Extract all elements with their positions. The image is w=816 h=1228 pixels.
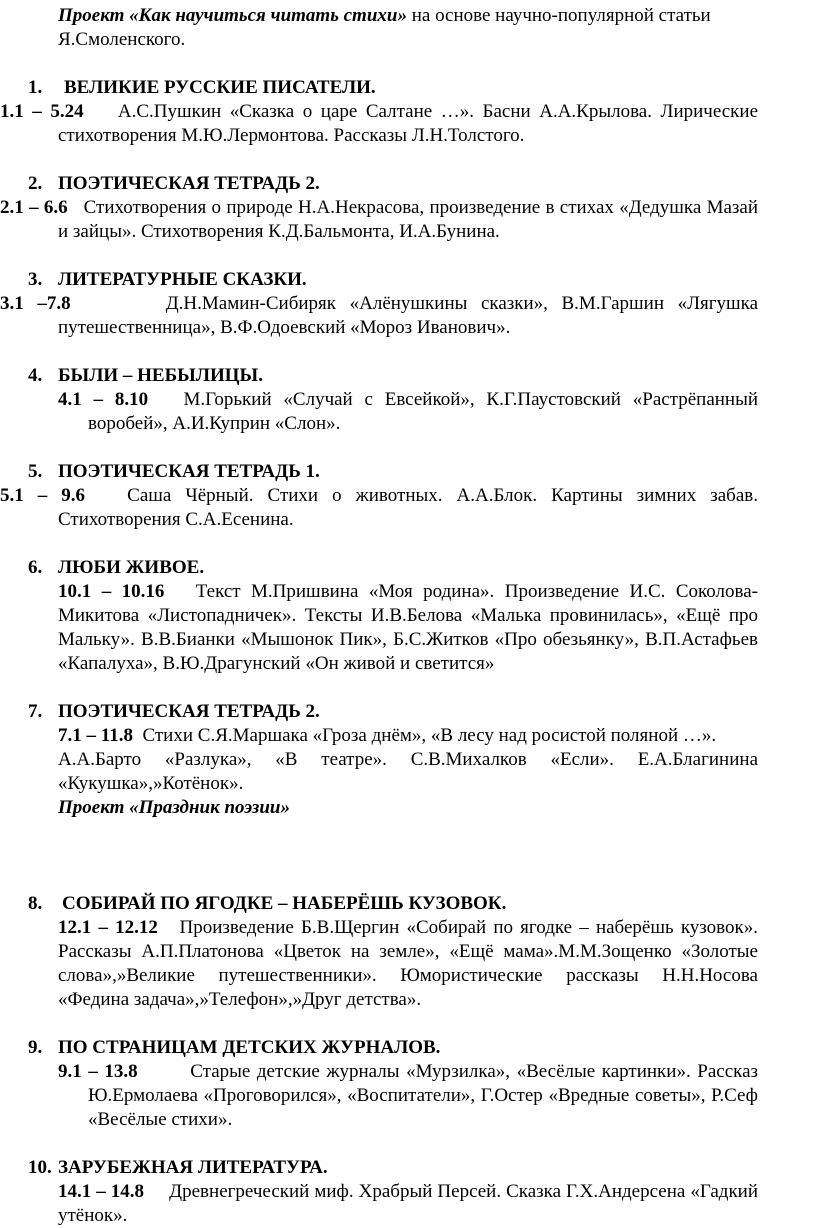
lesson-text: Стихи С.Я.Маршака «Гроза днём», «В лесу над росистой поляной …». — [142, 725, 717, 746]
section-title: ПОЭТИЧЕСКАЯ ТЕТРАДЬ 1. — [58, 461, 320, 482]
section-heading — [0, 1036, 816, 1060]
section-7 — [0, 700, 816, 820]
section-1 — [0, 76, 816, 148]
section-10 — [0, 1156, 816, 1228]
section-title: ЗАРУБЕЖНАЯ ЛИТЕРАТУРА. — [58, 1157, 328, 1178]
section-project-title: Проект «Праздник поэзии» — [58, 797, 290, 818]
section-5 — [0, 460, 816, 532]
section-2 — [0, 172, 816, 244]
section-title: ЛИТЕРАТУРНЫЕ СКАЗКИ. — [58, 269, 307, 290]
section-entry — [0, 724, 758, 748]
section-number: 5. — [28, 461, 43, 482]
lesson-text: Текст М.Пришвина «Моя родина». Произведение И.С. Соколова-Микитова «Листопадничек». Тексты И.В.Белова «Малька провинилась», «Ещё про Мальку». В.В.Бианки «Мышонок Пик», Б.С.Житков «Про обезьянку», В.П.Астафьев «Капалуха», В.Ю.Драгунский «Он живой и светится» — [58, 581, 758, 674]
section-heading — [0, 172, 816, 196]
section-title: СОБИРАЙ ПО ЯГОДКЕ – НАБЕРЁШЬ КУЗОВОК. — [62, 893, 507, 914]
section-entry — [0, 388, 758, 436]
section-heading — [0, 76, 816, 100]
section-6 — [0, 556, 816, 676]
section-9 — [0, 1036, 816, 1132]
section-heading — [0, 364, 816, 388]
lesson-range: 14.1 – 14.8 — [58, 1181, 145, 1202]
section-heading — [0, 1156, 816, 1180]
section-number: 9. — [28, 1037, 43, 1058]
section-entry — [0, 1060, 758, 1132]
section-heading — [0, 892, 816, 916]
section-title: ПОЭТИЧЕСКАЯ ТЕТРАДЬ 2. — [58, 173, 320, 194]
section-entry-continued: А.А.Барто «Разлука», «В театре». С.В.Михалков «Если». Е.А.Благинина «Кукушка»,»Котёнок». — [58, 749, 758, 794]
intro-text-line2: Я.Смоленского. — [58, 29, 186, 50]
lesson-range: 10.1 – 10.16 — [58, 581, 165, 602]
section-number: 2. — [28, 173, 43, 194]
section-heading — [0, 700, 816, 724]
lesson-range: 7.1 – 11.8 — [58, 725, 133, 746]
section-entry — [0, 100, 758, 148]
section-entry — [0, 484, 758, 532]
section-title: ВЕЛИКИЕ РУССКИЕ ПИСАТЕЛИ. — [64, 77, 376, 98]
section-number: 4. — [28, 365, 43, 386]
intro-project-title: Проект «Как научиться читать стихи» — [58, 5, 407, 26]
lesson-range: 9.1 – 13.8 — [58, 1061, 138, 1082]
intro-paragraph — [58, 4, 816, 52]
lesson-range: 12.1 – 12.12 — [58, 917, 158, 938]
lesson-range: 1.1 – 5.24 — [0, 101, 84, 122]
lesson-text: Древнегреческий миф. Храбрый Персей. Сказка Г.Х.Андерсена «Гадкий утёнок». — [58, 1181, 759, 1226]
section-8 — [0, 892, 816, 1012]
lesson-range: 5.1 – 9.6 — [0, 485, 86, 506]
lesson-range: 4.1 – 8.10 — [58, 389, 149, 410]
section-heading — [0, 460, 816, 484]
section-entry — [0, 196, 758, 244]
section-title: ПОЭТИЧЕСКАЯ ТЕТРАДЬ 2. — [58, 701, 320, 722]
intro-text: на основе научно-популярной статьи — [406, 5, 711, 26]
section-number: 6. — [28, 557, 43, 578]
lesson-range: 2.1 – 6.6 — [0, 197, 68, 218]
lesson-text: Произведение Б.В.Щергин «Собирай по ягодке – наберёшь кузовок». Рассказы А.П.Платонова «Цветок на земле», «Ещё мама».М.М.Зощенко «Золотые слова»,»Великие путешественники». Юмористические рассказы Н.Н.Носова «Федина задача»,»Телефон»,»Друг детства». — [58, 917, 759, 1010]
section-entry — [0, 292, 758, 340]
section-title: ЛЮБИ ЖИВОЕ. — [58, 557, 205, 578]
lesson-text: Старые детские журналы «Мурзилка», «Весёлые картинки». Рассказ Ю.Ермолаева «Проговорился», «Воспитатели», Г.Остер «Вредные советы», Р.Сеф «Весёлые стихи». — [88, 1061, 759, 1130]
lesson-text: М.Горький «Случай с Евсейкой», К.Г.Паустовский «Растрёпанный воробей», А.И.Куприн «Слон». — [88, 389, 759, 434]
section-entry — [0, 916, 758, 1012]
section-4 — [0, 364, 816, 436]
section-number: 8. — [28, 893, 43, 914]
section-heading — [0, 268, 816, 292]
section-number: 10. — [28, 1157, 52, 1178]
section-number: 7. — [28, 701, 43, 722]
section-3 — [0, 268, 816, 340]
section-entry — [0, 1180, 758, 1228]
lesson-text: Д.Н.Мамин-Сибиряк «Алёнушкины сказки», В.М.Гаршин «Лягушка путешественница», В.Ф.Одоевский «Мороз Иванович». — [58, 293, 759, 338]
lesson-range: 3.1 –7.8 — [0, 293, 71, 314]
section-number: 3. — [28, 269, 43, 290]
lesson-text: Стихотворения о природе Н.А.Некрасова, произведение в стихах «Дедушка Мазай и зайцы». Стихотворения К.Д.Бальмонта, И.А.Бунина. — [58, 197, 759, 242]
section-number: 1. — [28, 77, 43, 98]
section-entry — [0, 580, 758, 676]
section-title: ПО СТРАНИЦАМ ДЕТСКИХ ЖУРНАЛОВ. — [58, 1037, 441, 1058]
lesson-text: Саша Чёрный. Стихи о животных. А.А.Блок. Картины зимних забав. Стихотворения С.А.Есенина. — [58, 485, 759, 530]
section-heading — [0, 556, 816, 580]
lesson-text: А.С.Пушкин «Сказка о царе Салтане …». Басни А.А.Крылова. Лирические стихотворения М.Ю.Лермонтова. Рассказы Л.Н.Толстого. — [58, 101, 759, 146]
section-title: БЫЛИ – НЕБЫЛИЦЫ. — [58, 365, 263, 386]
spacer — [0, 820, 816, 892]
